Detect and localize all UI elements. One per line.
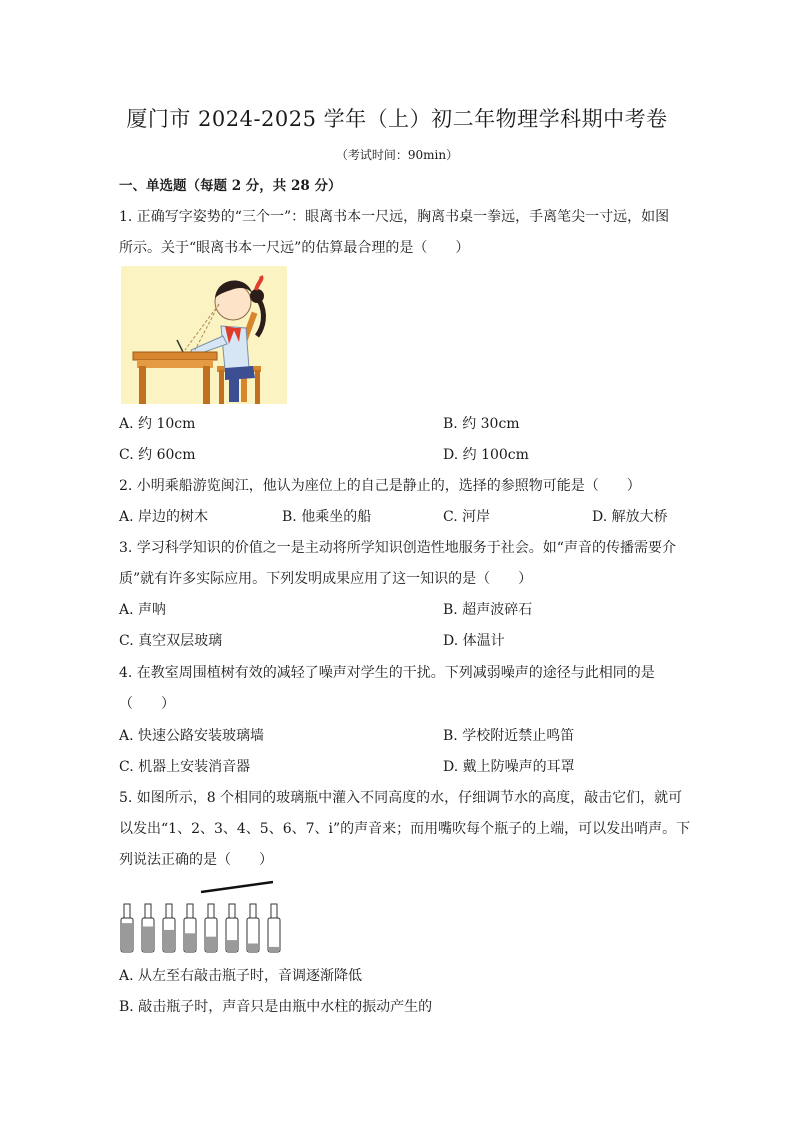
bottle bbox=[268, 904, 280, 952]
q2-option-a[interactable]: A. 岸边的树木 bbox=[119, 509, 209, 525]
bottles-figure bbox=[115, 878, 290, 958]
q1-option-c[interactable]: C. 约 60cm bbox=[119, 447, 196, 463]
q5-stem-line2: 以发出“1、2、3、4、5、6、7、i”的声音来；而用嘴吹每个瓶子的上端，可以发出哨声。下 bbox=[119, 821, 691, 837]
writing-posture-figure bbox=[121, 266, 287, 404]
q4-option-b[interactable]: B. 学校附近禁止鸣笛 bbox=[443, 728, 575, 744]
q5-stem-line1: 5. 如图所示，8 个相同的玻璃瓶中灌入不同高度的水，仔细调节水的高度，敲击它们，就可 bbox=[119, 790, 683, 806]
q4-option-d[interactable]: D. 戴上防噪声的耳罩 bbox=[443, 759, 575, 775]
q3-option-b[interactable]: B. 超声波碎石 bbox=[443, 602, 533, 618]
bottle bbox=[142, 904, 154, 952]
q3-option-a[interactable]: A. 声呐 bbox=[119, 602, 167, 618]
q3-option-d[interactable]: D. 体温计 bbox=[443, 633, 505, 649]
q2-option-d[interactable]: D. 解放大桥 bbox=[592, 509, 668, 525]
q1-stem-line1: 1. 正确写字姿势的“三个一”：眼离书本一尺远，胸离书桌一拳远，手离笔尖一寸远，如图 bbox=[119, 209, 670, 225]
q1-stem-line2: 所示。关于“眼离书本一尺远”的估算最合理的是（ ） bbox=[119, 240, 470, 256]
q5-option-a[interactable]: A. 从左至右敲击瓶子时，音调逐渐降低 bbox=[119, 968, 363, 984]
q3-stem-line2: 质”就有许多实际应用。下列发明成果应用了这一知识的是（ ） bbox=[119, 571, 533, 587]
bottle bbox=[121, 904, 133, 952]
q3-option-c[interactable]: C. 真空双层玻璃 bbox=[119, 633, 223, 649]
bottle bbox=[184, 904, 196, 952]
exam-duration: （考试时间：90min） bbox=[335, 148, 459, 162]
bottle bbox=[205, 904, 217, 952]
q2-stem: 2. 小明乘船游览闽江，他认为座位上的自己是静止的，选择的参照物可能是（ ） bbox=[119, 478, 641, 494]
q2-option-b[interactable]: B. 他乘坐的船 bbox=[282, 509, 372, 525]
q1-option-d[interactable]: D. 约 100cm bbox=[443, 447, 529, 463]
bottle bbox=[226, 904, 238, 952]
q5-stem-line3: 列说法正确的是（ ） bbox=[119, 852, 273, 868]
q4-stem-line1: 4. 在教室周围植树有效的减轻了噪声对学生的干扰。下列减弱噪声的途径与此相同的是 bbox=[119, 665, 655, 681]
section-heading: 一、单选题（每题 2 分，共 28 分） bbox=[119, 178, 342, 194]
bottle bbox=[247, 904, 259, 952]
q5-option-b[interactable]: B. 敲击瓶子时，声音只是由瓶中水柱的振动产生的 bbox=[119, 999, 433, 1015]
q4-stem-line2: （ ） bbox=[119, 696, 175, 712]
q4-option-a[interactable]: A. 快速公路安装玻璃墙 bbox=[119, 728, 265, 744]
q4-option-c[interactable]: C. 机器上安装消音器 bbox=[119, 759, 251, 775]
q2-option-c[interactable]: C. 河岸 bbox=[443, 509, 491, 525]
q3-stem-line1: 3. 学习科学知识的价值之一是主动将所学知识创造性地服务于社会。如“声音的传播需要介 bbox=[119, 540, 676, 556]
bottle bbox=[163, 904, 175, 952]
page-title: 厦门市 2024-2025 学年（上）初二年物理学科期中考卷 bbox=[126, 107, 668, 131]
q1-option-a[interactable]: A. 约 10cm bbox=[119, 416, 196, 432]
q1-option-b[interactable]: B. 约 30cm bbox=[443, 416, 520, 432]
